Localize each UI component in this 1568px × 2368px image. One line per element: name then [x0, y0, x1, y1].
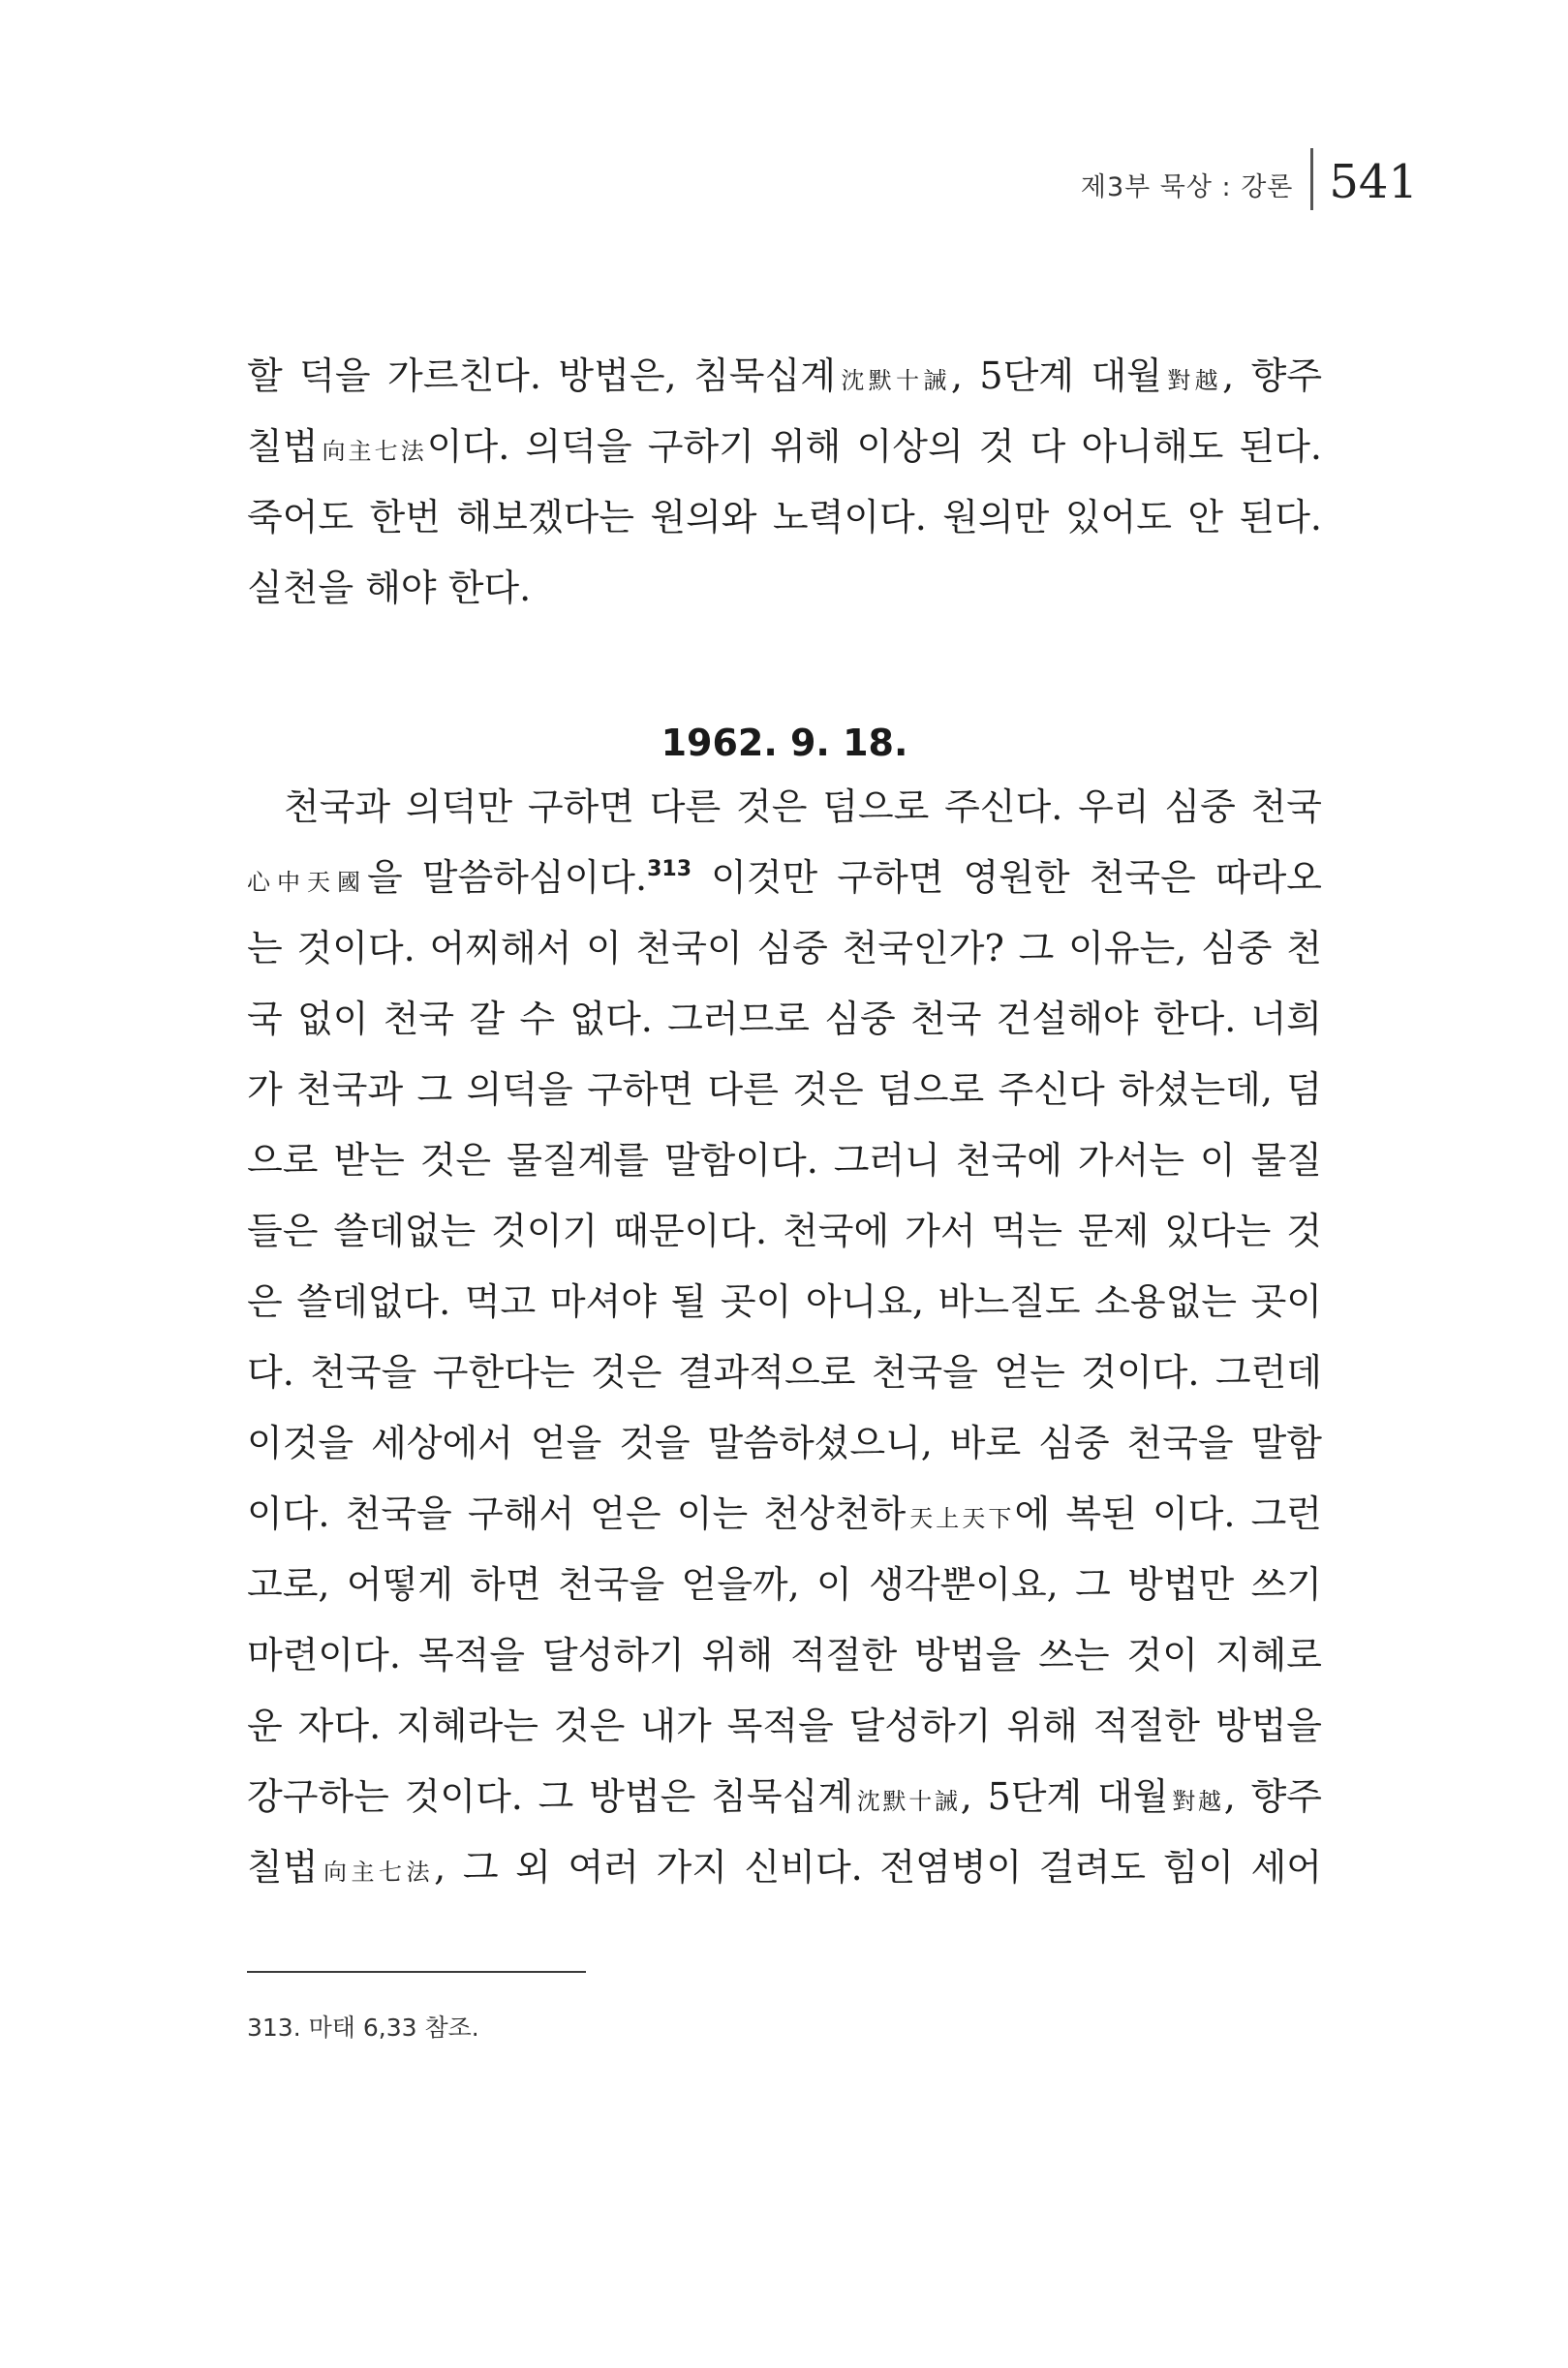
- text-line: 죽어도 한번 해보겠다는 원의와 노력이다. 원의만 있어도 안 된다.: [247, 496, 1322, 538]
- hanja-annotation: 向主七法: [318, 1859, 435, 1886]
- hanja-annotation: 沈默十誡: [835, 367, 951, 394]
- text-line: 가 천국과 그 의덕을 구하면 다른 것은 덤으로 주신다 하셨는데, 덤: [247, 1068, 1322, 1111]
- text-line: 이다. 천국을 구해서 얻은 이는 천상천하天上天下에 복된 이다. 그런: [247, 1492, 1322, 1535]
- hanja-annotation: 對越: [1168, 1788, 1224, 1815]
- text-line: 이것을 세상에서 얻을 것을 말씀하셨으니, 바로 심중 천국을 말함: [247, 1422, 1322, 1464]
- header-section-title: 제3부 묵상 : 강론: [1080, 171, 1294, 202]
- text-line: 다. 천국을 구한다는 것은 결과적으로 천국을 얻는 것이다. 그런데: [247, 1351, 1322, 1394]
- text-line: 마련이다. 목적을 달성하기 위해 적절한 방법을 쓰는 것이 지혜로: [247, 1634, 1322, 1676]
- text-line: 실천을 해야 한다.: [247, 567, 532, 609]
- footnote-divider: [247, 1971, 586, 1973]
- paragraph-2: [247, 772, 1322, 1903]
- text-line: 은 쓸데없다. 먹고 마셔야 될 곳이 아니요, 바느질도 소용없는 곳이: [247, 1280, 1322, 1323]
- paragraph-1: [247, 341, 1322, 624]
- header-divider: [1310, 148, 1313, 210]
- text-line: 강구하는 것이다. 그 방법은 침묵십계沈默十誡, 5단계 대월對越, 향주: [247, 1775, 1323, 1818]
- hanja-annotation: 對越: [1161, 367, 1223, 394]
- hanja-annotation: 心中天國: [247, 869, 367, 896]
- text-line: 는 것이다. 어찌해서 이 천국이 심중 천국인가? 그 이유는, 심중 천: [247, 927, 1322, 969]
- footnote-reference: 313: [647, 857, 692, 881]
- text-line: 으로 받는 것은 물질계를 말함이다. 그러니 천국에 가서는 이 물질: [247, 1139, 1322, 1182]
- text-line: 心中天國을 말씀하심이다.$^{313}$ 이것만 구하면 영원한 천국은 따라오: [247, 856, 1322, 899]
- date-heading: 1962. 9. 18.: [661, 722, 908, 764]
- text-line: 고로, 어떻게 하면 천국을 얻을까, 이 생각뿐이요, 그 방법만 쓰기: [247, 1563, 1322, 1606]
- text-line: 칠법向主七法이다. 의덕을 구하기 위해 이상의 것 다 아니해도 된다.: [247, 425, 1323, 468]
- footnote-text: 313. 마태 6,33 참조.: [247, 2014, 479, 2042]
- text-line: 할 덕을 가르친다. 방법은, 침묵십계沈默十誡, 5단계 대월對越, 향주: [247, 354, 1323, 397]
- text-line: 국 없이 천국 갈 수 없다. 그러므로 심중 천국 건설해야 한다. 너희: [247, 998, 1322, 1040]
- text-line: 칠법向主七法, 그 외 여러 가지 신비다. 전염병이 걸려도 힘이 세어: [247, 1846, 1322, 1889]
- page-number: 541: [1329, 155, 1418, 209]
- text-line: 운 자다. 지혜라는 것은 내가 목적을 달성하기 위해 적절한 방법을: [247, 1705, 1322, 1747]
- hanja-annotation: 向主七法: [318, 438, 427, 465]
- text-line: 들은 쓸데없는 것이기 때문이다. 천국에 가서 먹는 문제 있다는 것: [247, 1210, 1322, 1252]
- hanja-annotation: 天上天下: [906, 1505, 1015, 1532]
- running-header: [1081, 145, 1418, 213]
- hanja-annotation: 沈默十誡: [853, 1788, 961, 1815]
- text-line: 천국과 의덕만 구하면 다른 것은 덤으로 주신다. 우리 심중 천국: [284, 785, 1322, 828]
